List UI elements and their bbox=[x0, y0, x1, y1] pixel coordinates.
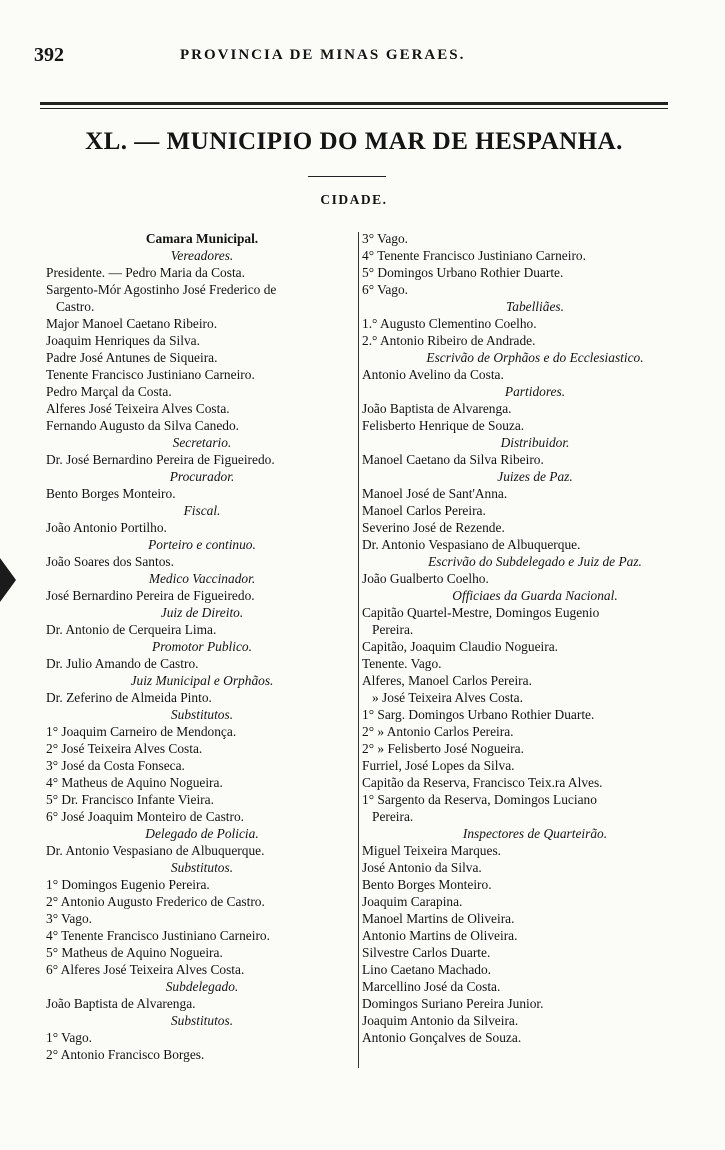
entry-line: Dr. Antonio de Cerqueira Lima. bbox=[46, 622, 217, 637]
entry-line: Severino José de Rezende. bbox=[362, 520, 505, 535]
entry-line: Alferes, Manoel Carlos Pereira. bbox=[362, 673, 532, 688]
entry-line: Manoel Martins de Oliveira. bbox=[362, 911, 515, 926]
entry-line: 3° Vago. bbox=[46, 911, 93, 926]
entry-line: Felisberto Henrique de Souza. bbox=[362, 418, 525, 433]
entry-line: João Baptista de Alvarenga. bbox=[46, 996, 196, 1011]
section-heading: Substitutos. bbox=[170, 860, 234, 875]
section-heading: Vereadores. bbox=[170, 248, 234, 263]
entry-line: Silvestre Carlos Duarte. bbox=[362, 945, 491, 960]
entry-line: Domingos Suriano Pereira Junior. bbox=[362, 996, 544, 1011]
entry-line: Dr. José Bernardino Pereira de Figueiredo. bbox=[46, 452, 275, 467]
entry-line: 6° Alferes José Teixeira Alves Costa. bbox=[46, 962, 245, 977]
entry-line: 1° Vago. bbox=[46, 1030, 93, 1045]
entry-line: Dr. Antonio Vespasiano de Albuquerque. bbox=[362, 537, 581, 552]
entry-line: 1° Sarg. Domingos Urbano Rothier Duarte. bbox=[362, 707, 595, 722]
entry-line: Castro. bbox=[56, 299, 95, 314]
entry-line: Bento Borges Monteiro. bbox=[362, 877, 492, 892]
section-heading: Tabelliães. bbox=[506, 299, 564, 314]
entry-line: 5° Dr. Francisco Infante Vieira. bbox=[46, 792, 214, 807]
section-heading: Procurador. bbox=[169, 469, 235, 484]
page-edge-mark bbox=[0, 558, 16, 602]
entry-line: Joaquim Carapina. bbox=[362, 894, 463, 909]
entry-line: Presidente. — Pedro Maria da Costa. bbox=[46, 265, 245, 280]
section-heading: Distribuidor. bbox=[500, 435, 570, 450]
entry-line: 5° Domingos Urbano Rothier Duarte. bbox=[362, 265, 564, 280]
section-heading: Porteiro e continuo. bbox=[148, 537, 256, 552]
entry-line: Capitão Quartel-Mestre, Domingos Eugenio bbox=[362, 605, 600, 620]
section-heading: Substitutos. bbox=[170, 1013, 234, 1028]
entry-line: Miguel Teixeira Marques. bbox=[362, 843, 502, 858]
entry-line: Dr. Zeferino de Almeida Pinto. bbox=[46, 690, 212, 705]
entry-line: Tenente Francisco Justiniano Carneiro. bbox=[46, 367, 255, 382]
entry-line: Lino Caetano Machado. bbox=[362, 962, 492, 977]
left-column bbox=[46, 230, 358, 1063]
page-number: 392 bbox=[34, 44, 64, 66]
entry-line: Tenente. Vago. bbox=[362, 656, 442, 671]
right-column bbox=[362, 230, 708, 1046]
entry-line: 3° Vago. bbox=[362, 231, 409, 246]
entry-line: Furriel, José Lopes da Silva. bbox=[362, 758, 515, 773]
entry-line: Manoel José de Sant'Anna. bbox=[362, 486, 508, 501]
running-header bbox=[30, 44, 700, 68]
entry-line: 1° Domingos Eugenio Pereira. bbox=[46, 877, 210, 892]
section-title: CIDADE. bbox=[320, 192, 388, 207]
entry-line: Capitão da Reserva, Francisco Teix.ra Alves. bbox=[362, 775, 603, 790]
section-heading: Juiz de Direito. bbox=[160, 605, 244, 620]
section-heading: Juizes de Paz. bbox=[497, 469, 573, 484]
entry-line: 6° José Joaquim Monteiro de Castro. bbox=[46, 809, 245, 824]
entry-line: 2° » Antonio Carlos Pereira. bbox=[362, 724, 514, 739]
column-divider bbox=[358, 232, 359, 1068]
section-heading: Escrivão do Subdelegado e Juiz de Paz. bbox=[428, 554, 642, 569]
section-heading: Officiaes da Guarda Nacional. bbox=[452, 588, 618, 603]
entry-line: 2° » Felisberto José Nogueira. bbox=[362, 741, 524, 756]
header-rule-thin bbox=[40, 108, 668, 109]
entry-line: » José Teixeira Alves Costa. bbox=[372, 690, 523, 705]
entry-line: 1° Joaquim Carneiro de Mendonça. bbox=[46, 724, 237, 739]
entry-line: 4° Tenente Francisco Justiniano Carneiro. bbox=[46, 928, 270, 943]
entry-line: 1° Sargento da Reserva, Domingos Luciano bbox=[362, 792, 597, 807]
entry-line: Bento Borges Monteiro. bbox=[46, 486, 176, 501]
section-heading: Inspectores de Quarteirão. bbox=[462, 826, 608, 841]
entry-line: 5° Matheus de Aquino Nogueira. bbox=[46, 945, 223, 960]
section-heading: Substitutos. bbox=[170, 707, 234, 722]
chapter-title: XL. — MUNICIPIO DO MAR DE HESPANHA. bbox=[85, 128, 623, 155]
entry-line: Capitão, Joaquim Claudio Nogueira. bbox=[362, 639, 558, 654]
entry-line: José Bernardino Pereira de Figueiredo. bbox=[46, 588, 255, 603]
entry-line: 2.° Antonio Ribeiro de Andrade. bbox=[362, 333, 536, 348]
entry-line: Joaquim Henriques da Silva. bbox=[46, 333, 200, 348]
entry-line: Dr. Julio Amando de Castro. bbox=[46, 656, 199, 671]
section-heading: Delegado de Policia. bbox=[145, 826, 259, 841]
entry-line: 3° José da Costa Fonseca. bbox=[46, 758, 185, 773]
running-title: PROVINCIA DE MINAS GERAES. bbox=[180, 47, 466, 63]
section-heading: Fiscal. bbox=[183, 503, 221, 518]
section-heading: Secretario. bbox=[172, 435, 232, 450]
entry-line: Pereira. bbox=[372, 809, 414, 824]
entry-line: Pedro Marçal da Costa. bbox=[46, 384, 172, 399]
entry-line: 4° Tenente Francisco Justiniano Carneiro. bbox=[362, 248, 586, 263]
entry-line: João Baptista de Alvarenga. bbox=[362, 401, 512, 416]
section-heading: Subdelegado. bbox=[165, 979, 239, 994]
entry-line: Marcellino José da Costa. bbox=[362, 979, 501, 994]
entry-line: Fernando Augusto da Silva Canedo. bbox=[46, 418, 240, 433]
entry-line: 4° Matheus de Aquino Nogueira. bbox=[46, 775, 223, 790]
entry-line: 1.° Augusto Clementino Coelho. bbox=[362, 316, 537, 331]
section-heading: Medico Vaccinador. bbox=[148, 571, 256, 586]
entry-line: Manoel Caetano da Silva Ribeiro. bbox=[362, 452, 544, 467]
entry-line: João Gualberto Coelho. bbox=[362, 571, 489, 586]
entry-line: Antonio Martins de Oliveira. bbox=[362, 928, 518, 943]
section-heading: Escrivão de Orphãos e do Ecclesiastico. bbox=[426, 350, 644, 365]
entry-line: João Soares dos Santos. bbox=[46, 554, 174, 569]
entry-line: Sargento-Mór Agostinho José Frederico de bbox=[46, 282, 277, 297]
section-heading: Promotor Publico. bbox=[152, 639, 252, 654]
entry-line: Antonio Gonçalves de Souza. bbox=[362, 1030, 522, 1045]
section-heading: Juiz Municipal e Orphãos. bbox=[130, 673, 274, 688]
entry-line: Manoel Carlos Pereira. bbox=[362, 503, 486, 518]
section-heading: Camara Municipal. bbox=[145, 231, 259, 246]
entry-line: José Antonio da Silva. bbox=[362, 860, 482, 875]
entry-line: Major Manoel Caetano Ribeiro. bbox=[46, 316, 218, 331]
entry-line: Alferes José Teixeira Alves Costa. bbox=[46, 401, 230, 416]
entry-line: 2° Antonio Francisco Borges. bbox=[46, 1047, 205, 1062]
entry-line: 2° José Teixeira Alves Costa. bbox=[46, 741, 203, 756]
header-rule-thick bbox=[40, 102, 668, 105]
entry-line: Padre José Antunes de Siqueira. bbox=[46, 350, 218, 365]
entry-line: Antonio Avelino da Costa. bbox=[362, 367, 504, 382]
entry-line: Joaquim Antonio da Silveira. bbox=[362, 1013, 519, 1028]
entry-line: Dr. Antonio Vespasiano de Albuquerque. bbox=[46, 843, 265, 858]
entry-line: 2° Antonio Augusto Frederico de Castro. bbox=[46, 894, 265, 909]
entry-line: Pereira. bbox=[372, 622, 414, 637]
section-heading: Partidores. bbox=[504, 384, 566, 399]
entry-line: João Antonio Portilho. bbox=[46, 520, 167, 535]
entry-line: 6° Vago. bbox=[362, 282, 409, 297]
title-divider bbox=[308, 176, 386, 177]
